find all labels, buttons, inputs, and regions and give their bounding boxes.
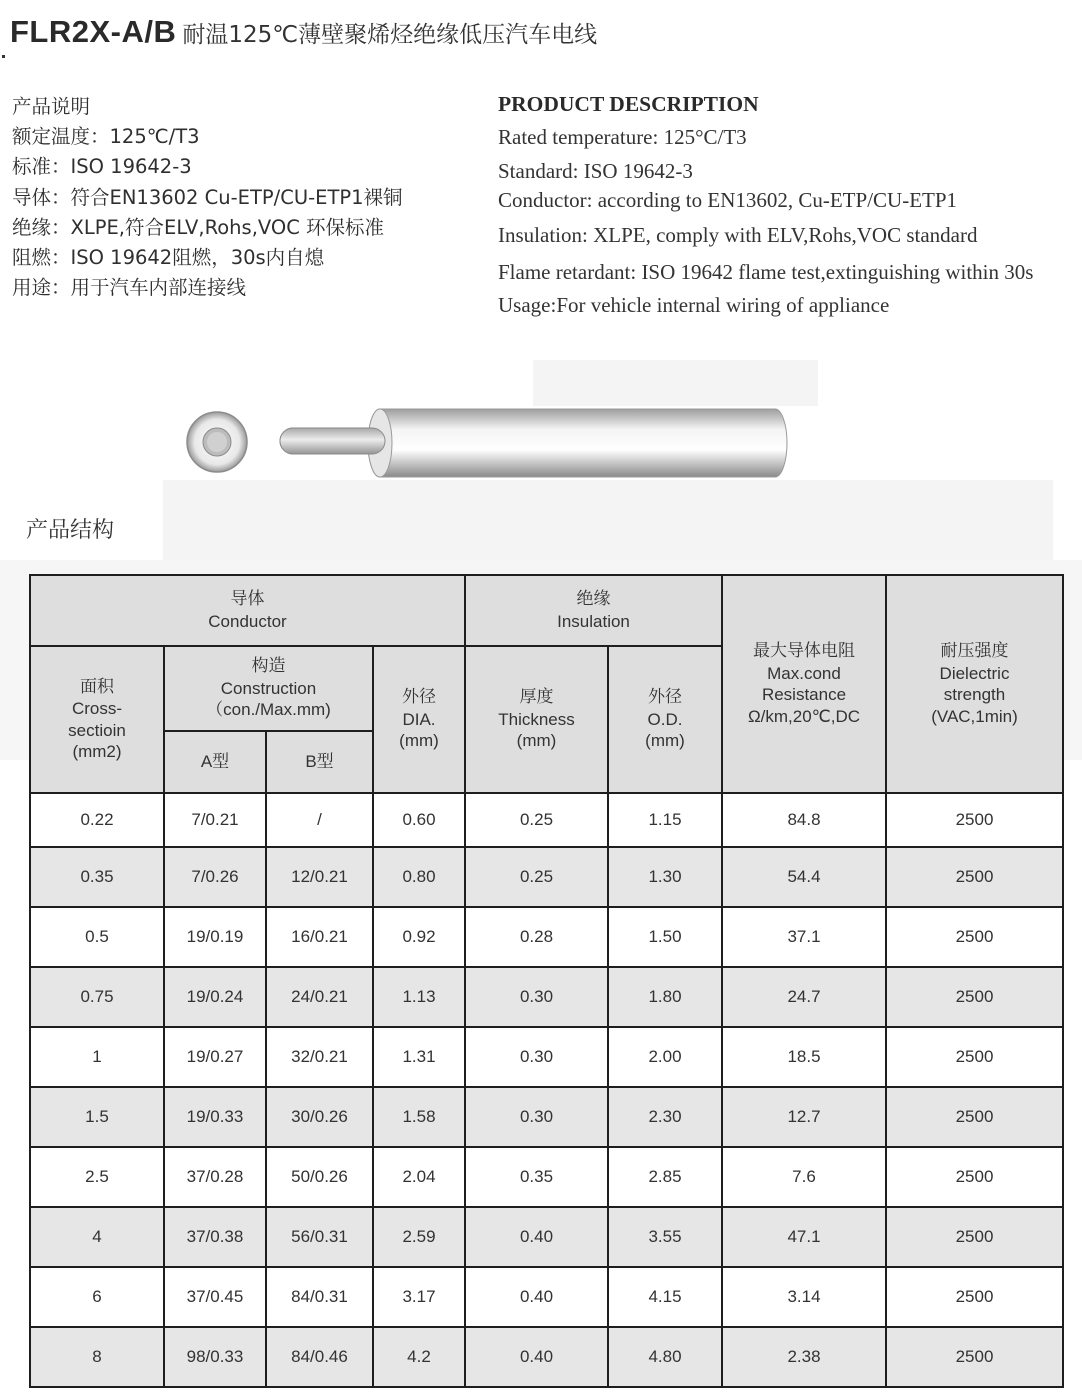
page-title: [10, 14, 597, 50]
cell-construction-b: 84/0.46: [266, 1327, 373, 1387]
cell-dielectric: 2500: [886, 1027, 1063, 1087]
cell-od: 2.30: [608, 1087, 722, 1147]
cell-resistance: 3.14: [722, 1267, 886, 1327]
header-dia: [373, 646, 465, 793]
table-row: [30, 1327, 1063, 1387]
cell-cross-section: 8: [30, 1327, 164, 1387]
cell-od: 4.80: [608, 1327, 722, 1387]
cell-od: 3.55: [608, 1207, 722, 1267]
header-row: [30, 575, 1063, 646]
cell-cross-section: 0.22: [30, 793, 164, 847]
cell-resistance: 84.8: [722, 793, 886, 847]
cell-cross-section: 0.35: [30, 847, 164, 907]
description-en-line: Flame retardant: ISO 19642 flame test,extinguishing within 30s: [498, 260, 1034, 284]
description-en-line: Standard: ISO 19642-3: [498, 159, 693, 183]
cell-resistance: 2.38: [722, 1327, 886, 1387]
background-band: [163, 480, 1053, 570]
header-area: [30, 646, 164, 793]
product-model: FLR2X-A/B: [10, 14, 177, 49]
cell-construction-a: 7/0.26: [164, 847, 266, 907]
cell-thickness: 0.40: [465, 1327, 608, 1387]
cell-dia: 0.92: [373, 907, 465, 967]
table-row: [30, 967, 1063, 1027]
cell-dia: 0.80: [373, 847, 465, 907]
cell-cross-section: 0.5: [30, 907, 164, 967]
cell-resistance: 7.6: [722, 1147, 886, 1207]
cell-construction-a: 19/0.24: [164, 967, 266, 1027]
header-od: [608, 646, 722, 793]
header-type-a: A型: [164, 731, 266, 793]
header-construction-en: Construction: [220, 678, 317, 698]
cell-resistance: 12.7: [722, 1087, 886, 1147]
cell-dia: 4.2: [373, 1327, 465, 1387]
table-row: [30, 1267, 1063, 1327]
cell-dielectric: 2500: [886, 907, 1063, 967]
table-row: [30, 1207, 1063, 1267]
header-construction-cn: 构造: [251, 656, 286, 677]
cell-dia: 3.17: [373, 1267, 465, 1327]
cell-thickness: 0.25: [465, 793, 608, 847]
cell-od: 4.15: [608, 1267, 722, 1327]
cell-od: 1.80: [608, 967, 722, 1027]
table-row: [30, 1087, 1063, 1147]
cell-dia: 2.04: [373, 1147, 465, 1207]
cell-dielectric: 2500: [886, 1147, 1063, 1207]
cell-construction-b: 56/0.31: [266, 1207, 373, 1267]
cell-dielectric: 2500: [886, 1207, 1063, 1267]
cell-dia: 2.59: [373, 1207, 465, 1267]
header-thickness-en: Thickness: [498, 709, 575, 729]
header-type-b: B型: [266, 731, 373, 793]
header-od-cn: 外径: [648, 687, 682, 708]
product-name-cn: 耐温125℃薄壁聚烯烃绝缘低压汽车电线: [182, 22, 598, 48]
cell-dielectric: 2500: [886, 1087, 1063, 1147]
description-cn-line: 绝缘：XLPE,符合ELV,Rohs,VOC 环保标准: [12, 215, 385, 239]
header-dia-cn: 外径: [402, 687, 436, 708]
cell-construction-b: 16/0.21: [266, 907, 373, 967]
header-resistance-en: Resistance: [761, 685, 847, 704]
cell-cross-section: 6: [30, 1267, 164, 1327]
header-conductor: [30, 575, 465, 646]
cell-construction-b: 24/0.21: [266, 967, 373, 1027]
table-row: [30, 1027, 1063, 1087]
cell-od: 1.15: [608, 793, 722, 847]
header-area-cn: 面积: [80, 676, 114, 697]
description-en-line: Usage:For vehicle internal wiring of appliance: [498, 293, 890, 317]
header-construction: [164, 646, 373, 731]
cell-cross-section: 1.5: [30, 1087, 164, 1147]
cell-construction-b: 50/0.26: [266, 1147, 373, 1207]
header-thickness-unit: (mm): [516, 731, 557, 751]
cell-resistance: 18.5: [722, 1027, 886, 1087]
cell-construction-a: 19/0.33: [164, 1087, 266, 1147]
header-dielectric-en: strength: [943, 685, 1006, 704]
cell-od: 2.00: [608, 1027, 722, 1087]
cell-resistance: 54.4: [722, 847, 886, 907]
header-dielectric-unit: (VAC,1min): [931, 706, 1018, 726]
table-row: [30, 793, 1063, 847]
cell-cross-section: 2.5: [30, 1147, 164, 1207]
margin-dot: [2, 55, 5, 58]
header-od-en: O.D.: [647, 709, 683, 729]
cell-od: 2.85: [608, 1147, 722, 1207]
header-conductor-en: Conductor: [208, 611, 287, 631]
header-insulation: [465, 575, 722, 646]
header-resistance-cn: 最大导体电阻: [753, 641, 855, 661]
header-thickness: [465, 646, 608, 793]
cell-construction-b: 32/0.21: [266, 1027, 373, 1087]
section-title: 产品结构: [26, 518, 115, 543]
cell-construction-a: 37/0.45: [164, 1267, 266, 1327]
cell-od: 1.50: [608, 907, 722, 967]
header-resistance: [722, 575, 886, 793]
header-od-unit: (mm): [645, 731, 685, 751]
description-en-heading: PRODUCT DESCRIPTION: [498, 92, 759, 116]
cell-construction-b: 84/0.31: [266, 1267, 373, 1327]
description-cn-line: 额定温度：125℃/T3: [12, 125, 200, 149]
cell-dielectric: 2500: [886, 793, 1063, 847]
description-en-line: Conductor: according to EN13602, Cu-ETP/CU-ETP1: [498, 188, 958, 212]
cell-dielectric: 2500: [886, 847, 1063, 907]
cell-resistance: 47.1: [722, 1207, 886, 1267]
cell-construction-b: 12/0.21: [266, 847, 373, 907]
table-row: [30, 847, 1063, 907]
description-en-line: Insulation: XLPE, comply with ELV,Rohs,VOC standard: [498, 223, 978, 247]
cell-construction-a: 19/0.27: [164, 1027, 266, 1087]
description-cn-line: 阻燃：ISO 19642阻燃，30s内自熄: [12, 246, 325, 270]
header-dielectric: [886, 575, 1063, 793]
header-resistance-unit: Ω/km,20℃,DC: [747, 706, 861, 726]
cell-thickness: 0.40: [465, 1267, 608, 1327]
cell-thickness: 0.30: [465, 967, 608, 1027]
description-en-line: Rated temperature: 125°C/T3: [498, 125, 747, 149]
table-body: [30, 793, 1063, 1387]
header-area-en: sectioin: [68, 720, 126, 740]
cell-construction-b: /: [266, 793, 373, 847]
cell-dia: 1.31: [373, 1027, 465, 1087]
cell-construction-a: 37/0.38: [164, 1207, 266, 1267]
cell-dielectric: 2500: [886, 1327, 1063, 1387]
header-dielectric-cn: 耐压强度: [940, 641, 1009, 661]
cell-thickness: 0.40: [465, 1207, 608, 1267]
cell-dielectric: 2500: [886, 1267, 1063, 1327]
cell-construction-a: 98/0.33: [164, 1327, 266, 1387]
cell-thickness: 0.28: [465, 907, 608, 967]
header-dia-unit: (mm): [399, 731, 439, 751]
header-construction-unit: （con./Max.mm): [206, 700, 331, 720]
wire-cross-section-icon: [185, 410, 249, 474]
cell-construction-a: 7/0.21: [164, 793, 266, 847]
table-row: [30, 1147, 1063, 1207]
header-area-unit: (mm2): [72, 742, 122, 761]
header-resistance-en: Max.cond: [767, 663, 841, 683]
header-dia-en: DIA.: [402, 709, 436, 729]
cell-cross-section: 0.75: [30, 967, 164, 1027]
description-cn-line: 用途：用于汽车内部连接线: [12, 276, 247, 300]
description-cn-line: 标准：ISO 19642-3: [12, 155, 192, 179]
wire-side-view-icon: [270, 404, 790, 482]
header-dielectric-en: Dielectric: [939, 663, 1010, 683]
cell-construction-a: 19/0.19: [164, 907, 266, 967]
cell-od: 1.30: [608, 847, 722, 907]
description-cn-heading: 产品说明: [12, 95, 91, 118]
cell-thickness: 0.30: [465, 1027, 608, 1087]
table-row: [30, 907, 1063, 967]
cell-dielectric: 2500: [886, 967, 1063, 1027]
cell-resistance: 37.1: [722, 907, 886, 967]
description-cn-line: 导体：符合EN13602 Cu-ETP/CU-ETP1裸铜: [12, 185, 403, 209]
cell-thickness: 0.35: [465, 1147, 608, 1207]
header-insulation-en: Insulation: [557, 611, 630, 631]
cell-dia: 1.13: [373, 967, 465, 1027]
cell-dia: 1.58: [373, 1087, 465, 1147]
cell-construction-a: 37/0.28: [164, 1147, 266, 1207]
description-cn: [12, 92, 403, 303]
cell-dia: 0.60: [373, 793, 465, 847]
cell-cross-section: 4: [30, 1207, 164, 1267]
header-area-en: Cross-: [71, 699, 123, 718]
cell-cross-section: 1: [30, 1027, 164, 1087]
cell-thickness: 0.25: [465, 847, 608, 907]
spec-table: [29, 574, 1064, 1388]
header-insulation-cn: 绝缘: [576, 589, 611, 609]
cell-thickness: 0.30: [465, 1087, 608, 1147]
cell-construction-b: 30/0.26: [266, 1087, 373, 1147]
header-conductor-cn: 导体: [230, 589, 265, 609]
cell-resistance: 24.7: [722, 967, 886, 1027]
header-thickness-cn: 厚度: [519, 687, 554, 708]
background-band: [533, 360, 818, 406]
